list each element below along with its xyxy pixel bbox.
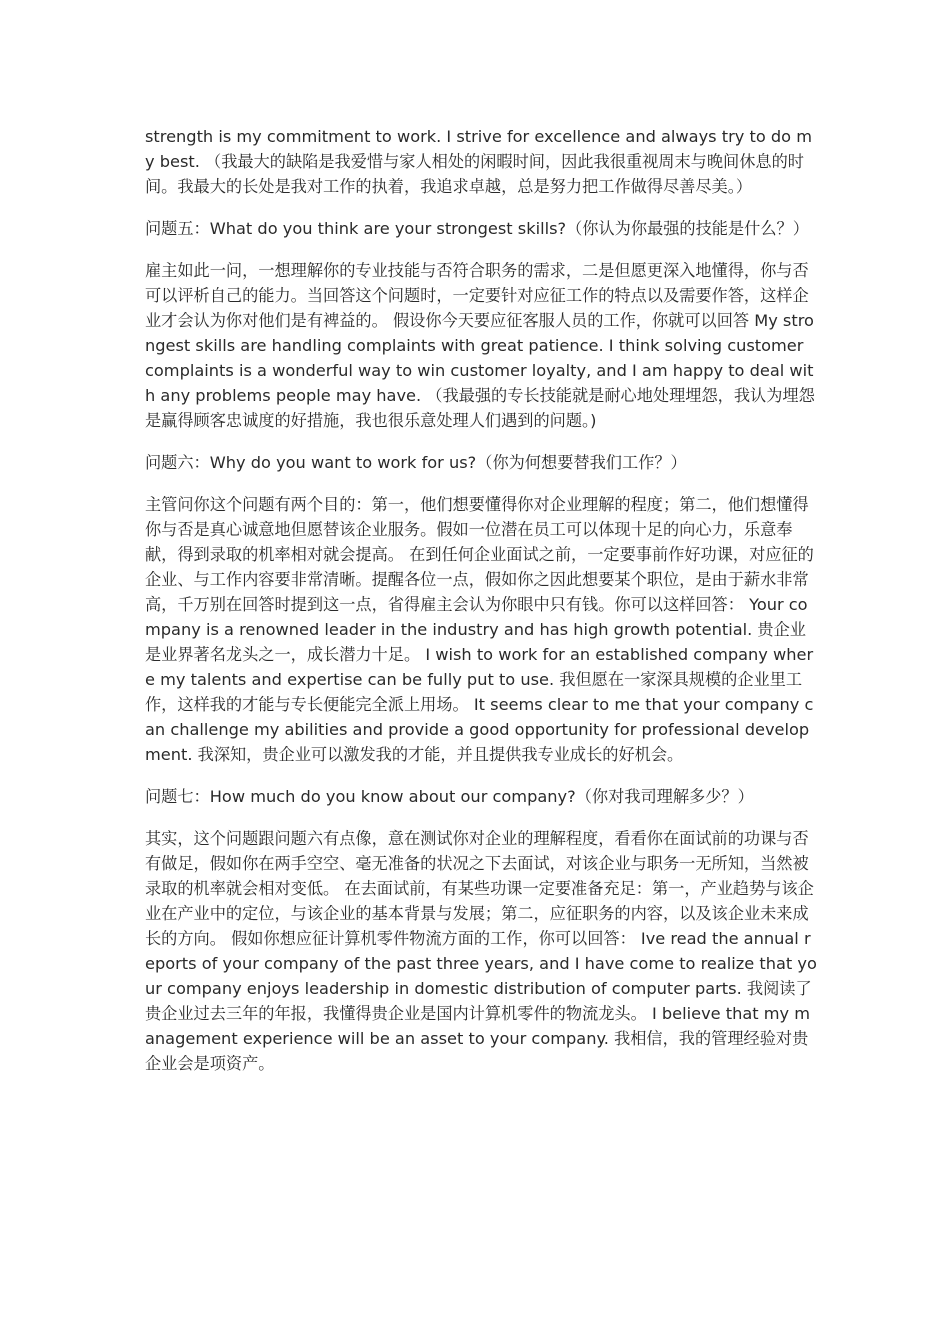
question-five-heading: 问题五：What do you think are your strongest skills?（你认为你最强的技能是什么？） bbox=[145, 219, 809, 238]
paragraph-question-five-answer: 雇主如此一问，一想理解你的专业技能与否符合职务的需求，二是但愿更深入地懂得，你与否可以评析自己的能力。当回答这个问题时，一定要针对应征工作的特点以及需要作答，这样企业才会认为你对他们是有裨益的。 假设你今天要应征客服人员的工作，你就可以回答 My strongest skills are handling complaints with great patience. I think solving customer complaints is a wonderful way to win customer loyalty, and I am happy to deal with any problems people may have. （我最强的专长技能就是耐心地处理埋怨，我认为埋怨是赢得顾客忠诚度的好措施，我也很乐意处理人们遇到的问题。) bbox=[145, 261, 815, 430]
question-six-heading: 问题六：Why do you want to work for us?（你为何想要替我们工作？） bbox=[145, 453, 687, 472]
document-body bbox=[145, 124, 817, 1093]
paragraph-question-seven-answer: 其实，这个问题跟问题六有点像，意在测试你对企业的理解程度，看看你在面试前的功课与否有做足，假如你在两手空空、毫无准备的状况之下去面试，对该企业与职务一无所知，当然被录取的机率就会相对变低。 在去面试前，有某些功课一定要准备充足：第一，产业趋势与该企业在产业中的定位，与该企业的基本背景与发展；第二，应征职务的内容，以及该企业未来成长的方向。 假如你想应征计算机零件物流方面的工作，你可以回答： Ive read the annual reports of your company of the past three years, and I have come to realize that your company enjoys leadership in domestic distribution of computer parts. 我阅读了贵企业过去三年的年报，我懂得贵企业是国内计算机零件的物流龙头。 I believe that my management experience will be an asset to your company. 我相信，我的管理经验对贵企业会是项资产。 bbox=[145, 829, 817, 1073]
paragraph-weakness-strength-answer: strength is my commitment to work. I strive for excellence and always try to do my best. （我最大的缺陷是我爱惜与家人相处的闲暇时间，因此我很重视周末与晚间休息的时间。我最大的长处是我对工作的执着，我追求卓越，总是努力把工作做得尽善尽美。） bbox=[145, 127, 812, 196]
question-seven-heading: 问题七：How much do you know about our company?（你对我司理解多少？） bbox=[145, 787, 754, 806]
paragraph-question-six-answer: 主管问你这个问题有两个目的：第一，他们想要懂得你对企业理解的程度；第二，他们想懂得你与否是真心诚意地但愿替该企业服务。假如一位潜在员工可以体现十足的向心力，乐意奉献，得到录取的机率相对就会提高。 在到任何企业面试之前，一定要事前作好功课，对应征的企业、与工作内容要非常清晰。提醒各位一点，假如你之因此想要某个职位，是由于薪水非常高，千万别在回答时提到这一点，省得雇主会认为你眼中只有钱。你可以这样回答： Your company is a renowned leader in the industry and has high growth potential. 贵企业是业界著名龙头之一，成长潜力十足。 I wish to work for an established company where my talents and expertise can be fully put to use. 我但愿在一家深具规模的企业里工作，这样我的才能与专长便能完全派上用场。 It seems clear to me that your company can challenge my abilities and provide a good opportunity for professional development. 我深知，贵企业可以激发我的才能，并且提供我专业成长的好机会。 bbox=[145, 495, 814, 764]
